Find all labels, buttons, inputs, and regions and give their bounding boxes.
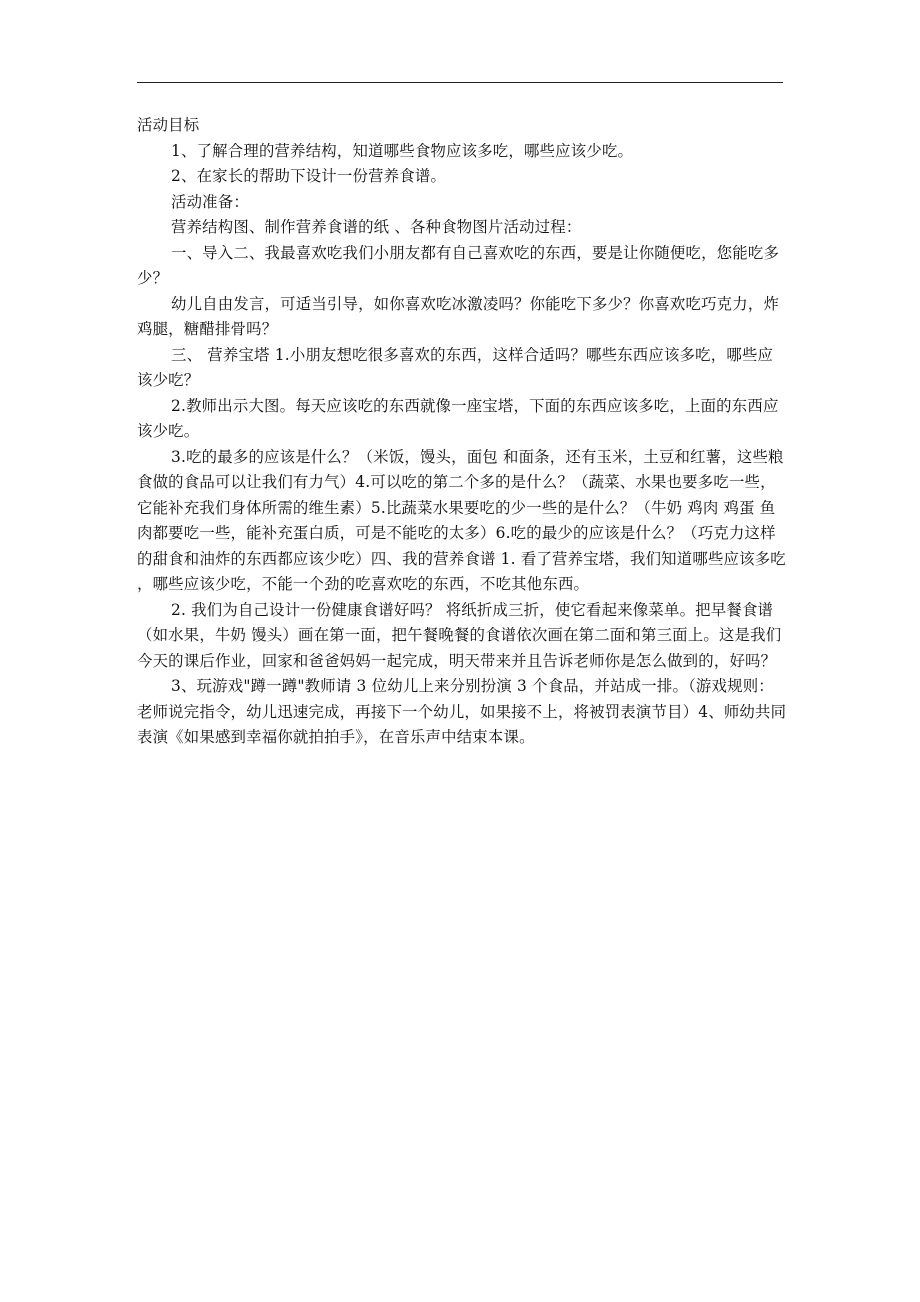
section-heading-preparation: 活动准备： xyxy=(171,192,249,211)
paragraph-preparation: 营养结构图、制作营养食谱的纸 、各种食物图片活动过程： xyxy=(171,218,582,236)
paragraph-nutrition-pagoda: 三、 营养宝塔 1.小朋友想吃很多喜欢的东西，这样合适吗？哪些东西应该多吃，哪些应该少吃？ xyxy=(137,345,774,389)
paragraph-teacher-chart: 2.教师出示大图。每天应该吃的东西就像一座宝塔，下面的东西应该多吃，上面的东西应该少吃。 xyxy=(137,396,779,440)
section-heading-goals: 活动目标 xyxy=(137,116,200,134)
paragraph-goal-2: 2、在家长的帮助下设计一份营养食谱。 xyxy=(171,167,447,185)
paragraph-food-levels: 3.吃的最多的应该是什么？（米饭，馒头，面包 和面条，还有玉米，土豆和红薯，这些粮食做的食品可以让我们有力气）4.可以吃的第二个多的是什么？（蔬菜、水果也要多吃一些，它能补充我们身体所需的维生素）5.比蔬菜水果要吃的少一些的是什么？（牛奶 鸡肉 鸡蛋 鱼肉都要吃一些，能补充蛋白质，可是不能吃的太多）6.吃的最少的应该是什么？（巧克力这样的甜食和油炸的东西都应该少吃）四、我的营养食谱 1. 看了营养宝塔，我们知道哪些应该多吃 ，哪些应该少吃，不能一个劲的吃喜欢吃的东西，不吃其他东西。 xyxy=(137,447,786,593)
header-rule xyxy=(137,82,783,83)
paragraph-intro: 一、导入二、我最喜欢吃我们小朋友都有自己喜欢吃的东西，要是让你随便吃，您能吃多少？ xyxy=(137,243,780,287)
paragraph-goal-1: 1、了解合理的营养结构，知道哪些食物应该多吃，哪些应该少吃。 xyxy=(171,141,634,160)
paragraph-free-speech: 幼儿自由发言，可适当引导，如你喜欢吃冰激凌吗？你能吃下多少？你喜欢吃巧克力，炸鸡腿，糖醋排骨吗？ xyxy=(137,294,780,338)
paragraph-design-menu: 2. 我们为自己设计一份健康食谱好吗？ 将纸折成三折，使它看起来像菜单。把早餐食谱（如水果，牛奶 馒头）画在第一面，把午餐晚餐的食谱依次画在第二面和第三面上。这是我们今天的课后作业，回家和爸爸妈妈一起完成，明天带来并且告诉老师你是怎么做到的，好吗？ xyxy=(137,600,782,670)
paragraph-game: 3、玩游戏"蹲一蹲"教师请 3 位幼儿上来分别扮演 3 个食品，并站成一排。（游戏规则：老师说完指令，幼儿迅速完成，再接下一个幼儿，如果接不上，将被罚表演节目）4、师幼共同表演《如果感到幸福你就拍拍手》，在音乐声中结束本课。 xyxy=(137,677,787,746)
document-body xyxy=(137,113,787,751)
